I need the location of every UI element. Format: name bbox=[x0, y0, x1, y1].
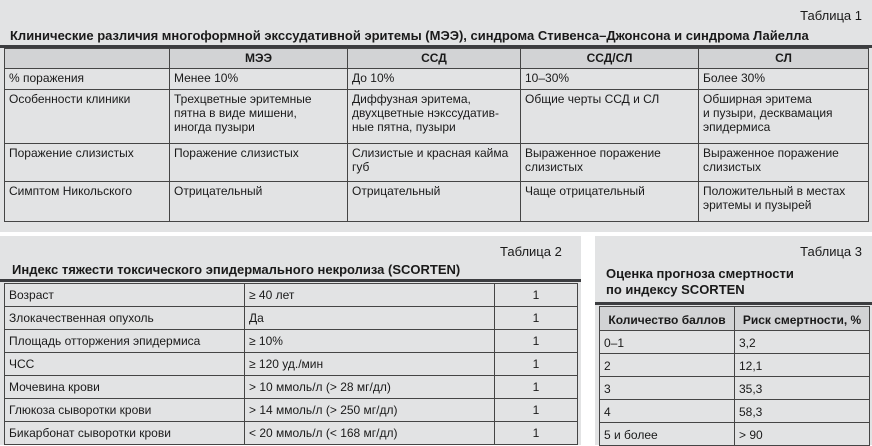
table1-label: Таблица 1 bbox=[800, 8, 862, 23]
table-cell: ≥ 40 лет bbox=[245, 284, 495, 307]
table-cell: Злокачественная опухоль bbox=[5, 307, 245, 330]
table-cell: Поражение слизистых bbox=[5, 144, 170, 182]
table-cell: Трехцветные эритемные пятна в виде мишени, иногда пузыри bbox=[170, 90, 348, 144]
table1-header-cell: СЛ bbox=[699, 49, 869, 69]
table1-header-cell bbox=[5, 49, 170, 69]
table1 bbox=[4, 48, 869, 222]
table-cell: 0–1 bbox=[600, 331, 735, 354]
table-cell: Отрицательный bbox=[348, 182, 521, 222]
table-cell: Особенности клиники bbox=[5, 90, 170, 144]
table1-header-cell: МЭЭ bbox=[170, 49, 348, 69]
table3-title-bar bbox=[595, 302, 872, 305]
table-cell: До 10% bbox=[348, 69, 521, 90]
table2 bbox=[4, 283, 578, 445]
table3 bbox=[599, 306, 870, 446]
table-row bbox=[600, 400, 870, 423]
table-row bbox=[5, 69, 869, 90]
table-cell: Обширная эритема и пузыри, десквамация эпидермиса bbox=[699, 90, 869, 144]
table-cell: % поражения bbox=[5, 69, 170, 90]
table-row bbox=[5, 353, 578, 376]
table-cell: 1 bbox=[495, 399, 578, 422]
table-row bbox=[600, 331, 870, 354]
table-cell: > 10 ммоль/л (> 28 мг/дл) bbox=[245, 376, 495, 399]
table-cell: < 20 ммоль/л (< 168 мг/дл) bbox=[245, 422, 495, 445]
table-cell: 10–30% bbox=[521, 69, 699, 90]
table-cell: ≥ 120 уд./мин bbox=[245, 353, 495, 376]
table-cell: Глюкоза сыворотки крови bbox=[5, 399, 245, 422]
table-cell: Чаще отрицательный bbox=[521, 182, 699, 222]
table-cell: 4 bbox=[600, 400, 735, 423]
table-cell: Более 30% bbox=[699, 69, 869, 90]
table2-title-bar bbox=[0, 279, 581, 282]
table-cell: Бикарбонат сыворотки крови bbox=[5, 422, 245, 445]
table-cell: Менее 10% bbox=[170, 69, 348, 90]
table-cell: 2 bbox=[600, 354, 735, 377]
table-row bbox=[5, 376, 578, 399]
table3-header-row bbox=[600, 307, 870, 331]
table-cell: 35,3 bbox=[735, 377, 870, 400]
table-row bbox=[5, 330, 578, 353]
table-cell: Площадь отторжения эпидермиса bbox=[5, 330, 245, 353]
table-cell: Слизистые и красная кайма губ bbox=[348, 144, 521, 182]
table-cell: Диффузная эритема, двухцветные нэкссудатив- ные пятна, пузыри bbox=[348, 90, 521, 144]
table-row bbox=[5, 422, 578, 445]
table-cell: Отрицательный bbox=[170, 182, 348, 222]
table-cell: 1 bbox=[495, 284, 578, 307]
table-row bbox=[5, 182, 869, 222]
table-cell: Мочевина крови bbox=[5, 376, 245, 399]
table3-label: Таблица 3 bbox=[800, 244, 862, 259]
table1-header-cell: ССД/СЛ bbox=[521, 49, 699, 69]
table-cell: Поражение слизистых bbox=[170, 144, 348, 182]
table-cell: 1 bbox=[495, 376, 578, 399]
table-row bbox=[600, 377, 870, 400]
table-cell: Да bbox=[245, 307, 495, 330]
table1-header-cell: ССД bbox=[348, 49, 521, 69]
table-row bbox=[600, 354, 870, 377]
table-row bbox=[5, 284, 578, 307]
table-cell: 1 bbox=[495, 353, 578, 376]
table1-title: Клинические различия многоформной экссудативной эритемы (МЭЭ), синдрома Стивенса–Джонсона и синдрома Лайелла bbox=[10, 28, 809, 43]
table-cell: > 90 bbox=[735, 423, 870, 446]
table-cell: 1 bbox=[495, 307, 578, 330]
table-row bbox=[5, 90, 869, 144]
table3-title-line2: по индексу SCORTEN bbox=[606, 282, 745, 297]
table-cell: 12,1 bbox=[735, 354, 870, 377]
table-cell: Возраст bbox=[5, 284, 245, 307]
table-cell: 5 и более bbox=[600, 423, 735, 446]
table1-header-row bbox=[5, 49, 869, 69]
table3-header-cell: Количество баллов bbox=[600, 307, 735, 331]
table2-title: Индекс тяжести токсического эпидермального некролиза (SCORTEN) bbox=[12, 262, 461, 277]
table-cell: Положительный в местах эритемы и пузырей bbox=[699, 182, 869, 222]
table-cell: ЧСС bbox=[5, 353, 245, 376]
table-cell: Симптом Никольского bbox=[5, 182, 170, 222]
table-cell: 3,2 bbox=[735, 331, 870, 354]
table-cell: 1 bbox=[495, 330, 578, 353]
table-cell: > 14 ммоль/л (> 250 мг/дл) bbox=[245, 399, 495, 422]
table-cell: 58,3 bbox=[735, 400, 870, 423]
table2-label: Таблица 2 bbox=[500, 244, 562, 259]
table-cell: Выраженное поражение слизистых bbox=[521, 144, 699, 182]
table-cell: 3 bbox=[600, 377, 735, 400]
table3-header-cell: Риск смертности, % bbox=[735, 307, 870, 331]
table-row bbox=[600, 423, 870, 446]
table-row bbox=[5, 144, 869, 182]
table3-title-line1: Оценка прогноза смертности bbox=[606, 266, 794, 281]
table-cell: Выраженное поражение слизистых bbox=[699, 144, 869, 182]
table-cell: Общие черты ССД и СЛ bbox=[521, 90, 699, 144]
table-cell: 1 bbox=[495, 422, 578, 445]
table-cell: ≥ 10% bbox=[245, 330, 495, 353]
table-row bbox=[5, 399, 578, 422]
table-row bbox=[5, 307, 578, 330]
